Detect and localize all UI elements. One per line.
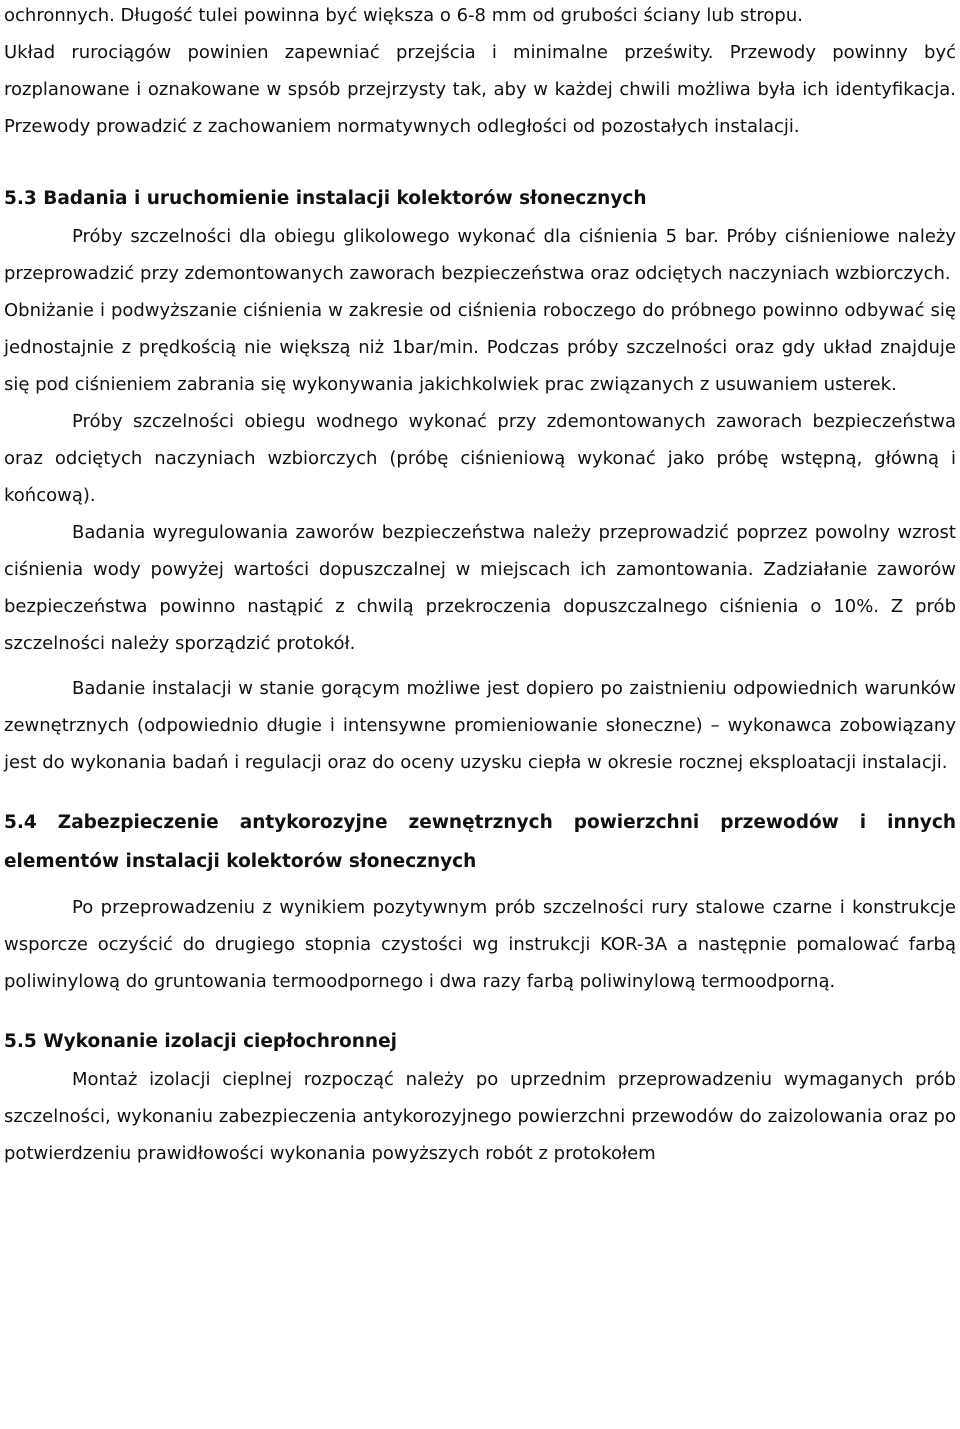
paragraph-tulei: ochronnych. Długość tulei powinna być większa o 6-8 mm od grubości ściany lub stropu. xyxy=(4,5,803,26)
section-heading-5-3: 5.3 Badania i uruchomienie instalacji kolektorów słonecznych xyxy=(4,188,647,209)
paragraph-proby-wodne: Próby szczelności obiegu wodnego wykonać przy zdemontowanych zaworach bezpieczeństwa oraz odciętych naczyniach wzbiorczych (próbę ciśnieniową wykonać jako próbę wstępną, główną i końcową). xyxy=(4,411,956,506)
paragraph-izolacja: Montaż izolacji cieplnej rozpocząć należy po uprzednim przeprowadzeniu wymaganych prób szczelności, wykonaniu zabezpieczenia antykorozyjnego powierzchni przewodów do zaizolowania oraz po potwierdzeniu prawidłowości wykonania powyższych robót z protokołem xyxy=(4,1069,956,1164)
paragraph-stan-goracy: Badanie instalacji w stanie gorącym możliwe jest dopiero po zaistnieniu odpowiednich warunków zewnętrznych (odpowiednio długie i intensywne promieniowanie słoneczne) – wykonawca zobowiązany jest do wykonania badań i regulacji oraz do oceny uzysku ciepła w okresie rocznej eksploatacji instalacji. xyxy=(4,678,956,773)
paragraph-obnizanie: Obniżanie i podwyższanie ciśnienia w zakresie od ciśnienia roboczego do próbnego powinno odbywać się jednostajnie z prędkością nie większą niż 1bar/min. Podczas próby szczelności oraz gdy układ znajduje się pod ciśnieniem zabrania się wykonywania jakichkolwiek prac związanych z usuwaniem usterek. xyxy=(4,300,956,395)
paragraph-proby-glikol: Próby szczelności dla obiegu glikolowego wykonać dla ciśnienia 5 bar. Próby ciśnieniowe należy przeprowadzić przy zdemontowanych zaworach bezpieczeństwa oraz odciętych naczyniach wzbiorczych. xyxy=(4,226,956,284)
paragraph-antykorozja: Po przeprowadzeniu z wynikiem pozytywnym prób szczelności rury stalowe czarne i konstrukcje wsporcze oczyścić do drugiego stopnia czystości wg instrukcji KOR-3A a następnie pomalować farbą poliwinylową do gruntowania termoodpornego i dwa razy farbą poliwinylową termoodporną. xyxy=(4,897,956,992)
section-heading-5-4: 5.4 Zabezpieczenie antykorozyjne zewnętrznych powierzchni przewodów i innych elementów instalacji kolektorów słonecznych xyxy=(4,812,956,872)
section-heading-5-5: 5.5 Wykonanie izolacji ciepłochronnej xyxy=(4,1031,397,1052)
paragraph-zawory: Badania wyregulowania zaworów bezpieczeństwa należy przeprowadzić poprzez powolny wzrost ciśnienia wody powyżej wartości dopuszczalnej w miejscach ich zamontowania. Zadziałanie zaworów bezpieczeństwa powinno nastąpić z chwilą przekroczenia dopuszczalnego ciśnienia o 10%. Z prób szczelności należy sporządzić protokół. xyxy=(4,522,956,654)
paragraph-rurociagi: Układ rurociągów powinien zapewniać przejścia i minimalne prześwity. Przewody powinny być rozplanowane i oznakowane w spsób przejrzysty tak, aby w każdej chwili możliwa była ich identyfikacja. Przewody prowadzić z zachowaniem normatywnych odległości od pozostałych instalacji. xyxy=(4,42,956,137)
